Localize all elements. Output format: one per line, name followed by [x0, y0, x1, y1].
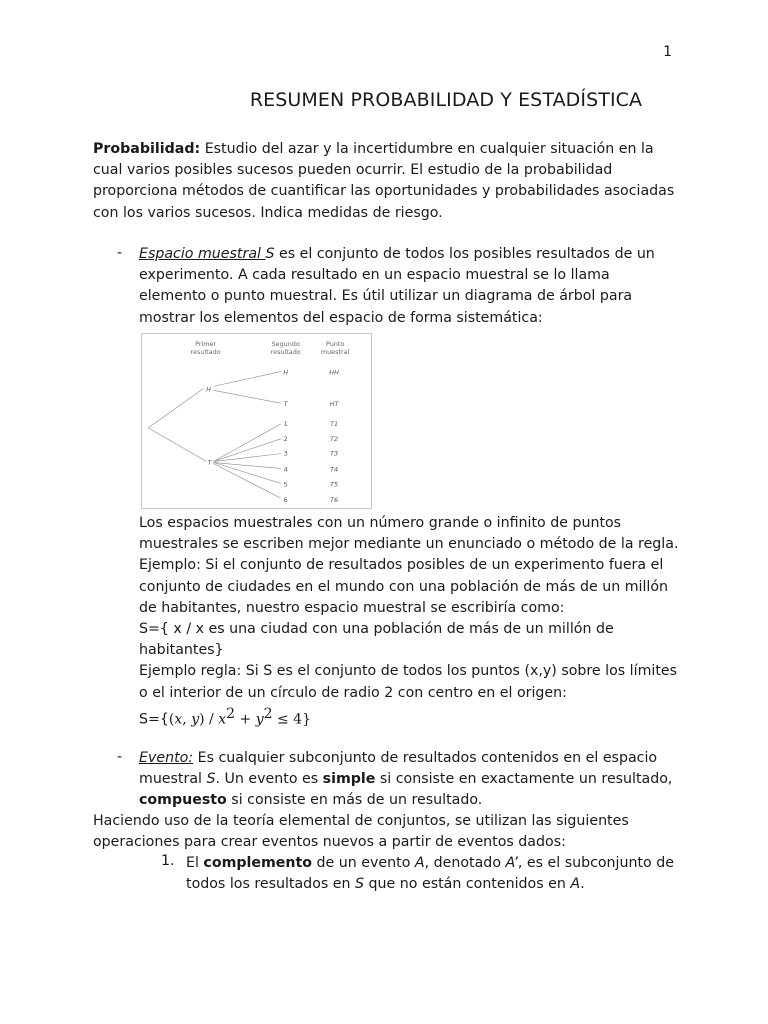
tree-second-t: T [283, 400, 288, 409]
tree-second-1: 1 [283, 419, 288, 428]
tree-diagram-svg [142, 334, 371, 508]
sample-space-symbol: S [265, 246, 275, 262]
formula-open: ( [168, 711, 175, 728]
formula-y2: y [255, 711, 264, 728]
list-text-c: , denotado [424, 855, 506, 871]
tree-header-1a: Primer [195, 339, 217, 348]
branch-t-3 [213, 454, 280, 462]
tree-second-5: 5 [283, 480, 288, 489]
tree-point-ht: HT [329, 400, 339, 409]
tree-second-4: 4 [283, 465, 288, 474]
tree-second-6: 6 [283, 496, 288, 505]
tree-point-t2: T2 [330, 434, 339, 443]
sets-text: Haciendo uso de la teoría elemental de conjuntos, se utilizan las siguientes operaciones para crear eventos nuevos a partir de eventos dados: [93, 813, 629, 851]
intro-paragraph [93, 139, 683, 224]
list-a2: A’ [505, 855, 518, 871]
sets-paragraph [93, 811, 683, 853]
branch-root-t [148, 428, 206, 462]
page-title: RESUMEN PROBABILIDAD Y ESTADÍSTICA [249, 89, 643, 111]
formula-x: x [174, 711, 183, 728]
formula-prefix: S={ [139, 711, 169, 728]
list-s: S [355, 876, 365, 893]
list-number-1: 1. [161, 853, 175, 869]
list-complemento: complemento [203, 855, 313, 871]
formula-exp2: 2 [263, 705, 273, 722]
sample-space-paragraph [139, 244, 679, 329]
tree-point-t6: T6 [330, 496, 339, 505]
sample-space-text: es el conjunto de todos los posibles resultados de un experimento. A cada resultado en un espacio muestral se lo llama elemento o punto muestral. Es útil utilizar un diagrama de árbol para mostrar los elementos del espacio de forma sistemática: [139, 246, 655, 326]
event-text-a: Es cualquier subconjunto de resultados contenidos en el espacio muestral [139, 750, 658, 788]
sample-space-term: Espacio muestral [139, 246, 266, 262]
list-text-b: de un evento [312, 855, 415, 871]
tree-second-2: 2 [283, 434, 288, 443]
branch-h-t [213, 390, 280, 403]
tree-first-h: H [206, 385, 211, 394]
list-item-1 [186, 853, 678, 895]
tree-point-t3: T3 [330, 449, 339, 458]
tree-second-3: 3 [283, 449, 288, 458]
circle-formula [139, 704, 679, 731]
event-term: Evento: [139, 750, 194, 766]
tree-header-2b: resultado [270, 347, 301, 356]
tree-header-3b: muestral [320, 347, 350, 356]
formula-close: ) / [199, 711, 219, 728]
event-simple: simple [322, 771, 376, 788]
event-text-b: . Un evento es [215, 771, 323, 788]
examples-line-4: Ejemplo regla: Si S es el conjunto de todos los puntos (x,y) sobre los límites o el interior de un círculo de radio 2 con centro en el origen: [139, 663, 678, 701]
bullet-dash-1: - [117, 245, 123, 261]
event-symbol-s: S [206, 771, 216, 788]
formula-leq: ≤ 4} [272, 711, 311, 728]
branch-t-2 [213, 439, 280, 462]
tree-first-t: T [207, 458, 212, 467]
intro-text: Estudio del azar y la incertidumbre en cualquier situación en la cual varios posibles sucesos pueden ocurrir. El estudio de la probabilidad proporciona métodos de cuantificar las oportunidades y probabilidades asociadas con los varios sucesos. Indica medidas de riesgo. [93, 141, 675, 221]
list-a1: A [414, 855, 425, 871]
bullet-dash-2: - [117, 749, 123, 765]
list-a3: A [570, 876, 581, 893]
sample-space-examples [139, 513, 679, 731]
examples-line-2: Ejemplo: Si el conjunto de resultados posibles de un experimento fuera el conjunto de ciudades en el mundo con una población de más de un millón de habitantes, nuestro espacio muestral se escribiría como: [139, 557, 669, 616]
tree-branches [148, 372, 280, 499]
formula-comma: , [182, 711, 192, 728]
intro-term: Probabilidad: [93, 141, 201, 157]
formula-y: y [191, 711, 200, 728]
event-compuesto: compuesto [139, 792, 227, 809]
list-text-d: , es el subconjunto de todos los resultados en [186, 855, 674, 893]
tree-point-hh: HH [329, 368, 339, 377]
examples-line-1: Los espacios muestrales con un número grande o infinito de puntos muestrales se escriben mejor mediante un enunciado o método de la regla. [139, 515, 679, 553]
list-text-a: El [186, 855, 204, 871]
branch-root-h [148, 388, 203, 428]
list-text-e: que no están contenidos en [364, 876, 571, 893]
examples-line-3: S={ x / x es una ciudad con una población de más de un millón de habitantes} [139, 621, 614, 659]
tree-point-t4: T4 [330, 465, 339, 474]
event-text-c: si consiste en exactamente un resultado, [375, 771, 673, 788]
tree-diagram [141, 333, 372, 509]
tree-header-1b: resultado [190, 347, 221, 356]
tree-second-h: H [283, 368, 289, 377]
tree-header-2a: Segundo [271, 339, 300, 348]
event-text-d: si consiste en más de un resultado. [226, 792, 483, 809]
page-number: 1 [663, 44, 672, 60]
tree-header-3a: Punto [325, 339, 345, 348]
branch-t-1 [213, 424, 280, 462]
branch-t-6 [213, 464, 280, 499]
formula-plus: + [235, 711, 256, 728]
event-paragraph [139, 748, 679, 812]
formula-x2: x [218, 711, 227, 728]
list-text-f: . [580, 876, 585, 893]
branch-h-h [213, 372, 280, 387]
tree-point-t1: T1 [330, 419, 339, 428]
formula-exp1: 2 [226, 705, 236, 722]
tree-point-t5: T5 [330, 480, 339, 489]
